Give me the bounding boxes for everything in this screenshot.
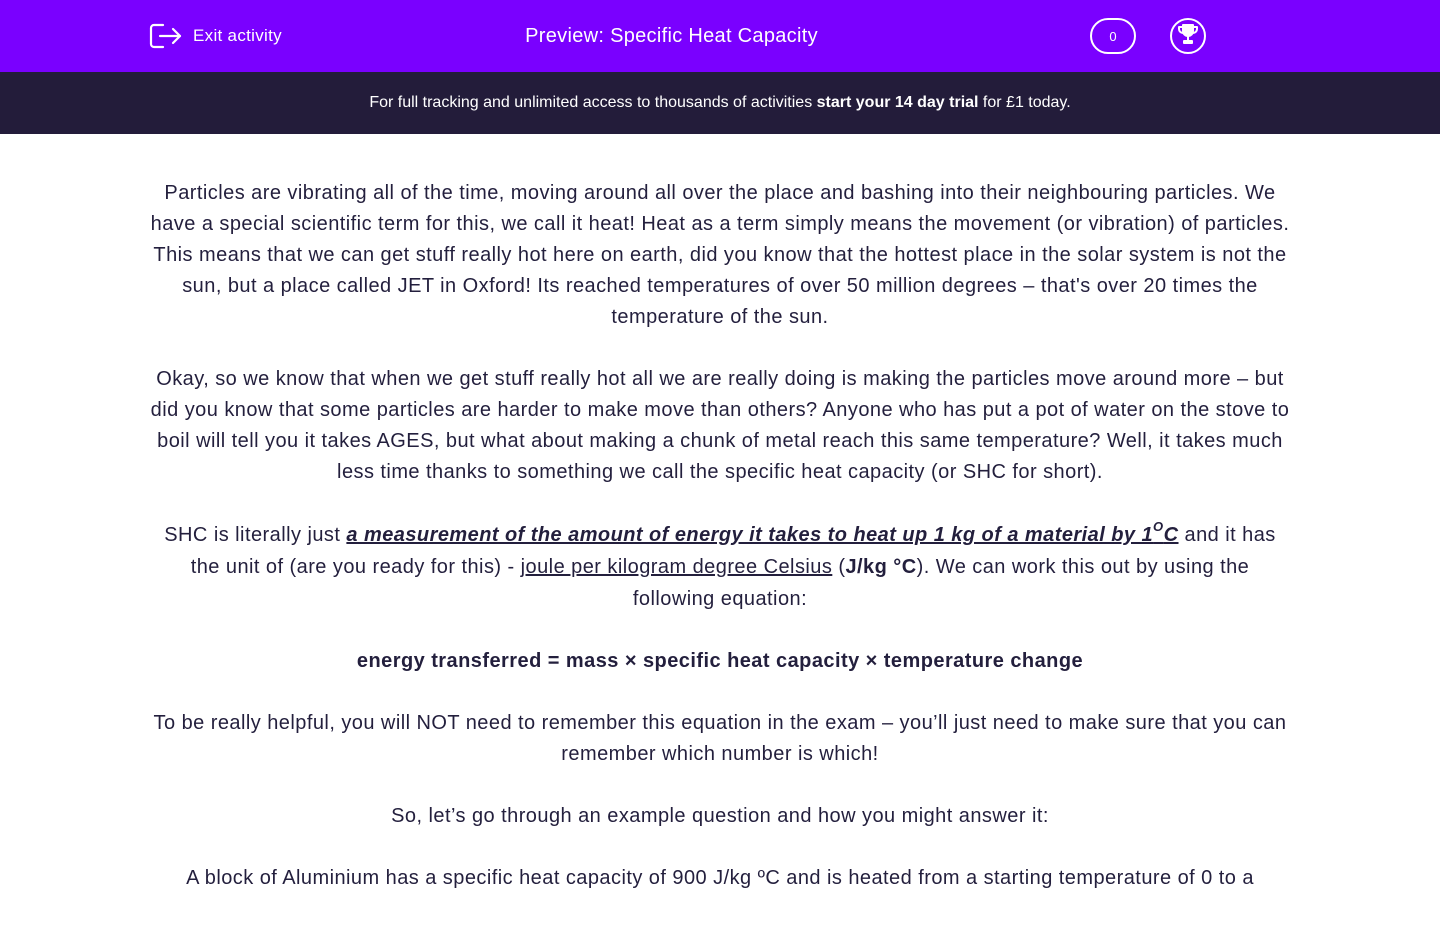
trophy-button[interactable] <box>1170 18 1206 54</box>
start-trial-link[interactable]: start your 14 day trial <box>816 94 979 111</box>
top-bar <box>0 0 1440 72</box>
trophy-icon <box>1176 22 1200 51</box>
shc-definition-end: C <box>1163 524 1179 546</box>
shc-equation-intro: ). We can work this out by using the following equation: <box>632 556 1250 610</box>
paragraph-particles: Okay, so we know that when we get stuff really hot all we are really doing is making the particles move around more – but did you know that some particles are harder to make move than others? Anyone who has put a pot of water on the stove to boil will tell you it takes AGES, but what about making a chunk of metal reach this same temperature? Well, it takes much less time thanks to something we call the specific heat capacity (or SHC for short). <box>150 368 1290 483</box>
paragraph-example-intro: So, let’s go through an example question and how you might answer it: <box>391 805 1049 827</box>
shc-equation: energy transferred = mass × specific heat capacity × temperature change <box>356 650 1084 672</box>
shc-definition <box>346 519 1179 546</box>
paragraph-shc-definition <box>150 519 1290 615</box>
shc-intro-text: SHC is literally just <box>164 524 347 546</box>
page-title: Preview: Specific Heat Capacity <box>525 24 818 47</box>
trial-banner <box>0 72 1440 134</box>
banner-text-end: for £1 today. <box>978 94 1071 111</box>
shc-unit-open: ( <box>832 556 846 578</box>
shc-unit-intro: and it has the unit of (are you ready for this) - <box>190 524 1276 578</box>
paragraph-exam-tip: To be really helpful, you will NOT need to remember this equation in the exam – you’ll just need to make sure that you can remember which number is which! <box>153 712 1287 765</box>
shc-unit-symbol: J/kg °C <box>845 556 917 578</box>
paragraph-heat-intro: Particles are vibrating all of the time, moving around all over the place and bashing into their neighbouring particles. We have a special scientific term for this, we call it heat! Heat as a term simply means the movement (or vibration) of particles. This means that we can get stuff really hot here on earth, did you know that the hottest place in the solar system is not the sun, but a place called JET in Oxford! Its reached temperatures of over 50 million degrees – that's over 20 times the temperature of the sun. <box>150 182 1290 328</box>
score-badge: 0 <box>1090 18 1136 54</box>
degree-superscript: O <box>1153 519 1164 535</box>
banner-text: For full tracking and unlimited access to thousands of activities <box>369 94 817 111</box>
lesson-content <box>150 178 1290 925</box>
paragraph-example-question: A block of Aluminium has a specific heat capacity of 900 J/kg ºC and is heated from a starting temperature of 0 to a <box>186 867 1254 889</box>
shc-definition-text: a measurement of the amount of energy it takes to heat up 1 kg of a material by 1 <box>346 524 1154 546</box>
exit-activity-label: Exit activity <box>193 26 282 45</box>
shc-unit-name: joule per kilogram degree Celsius <box>520 556 833 578</box>
